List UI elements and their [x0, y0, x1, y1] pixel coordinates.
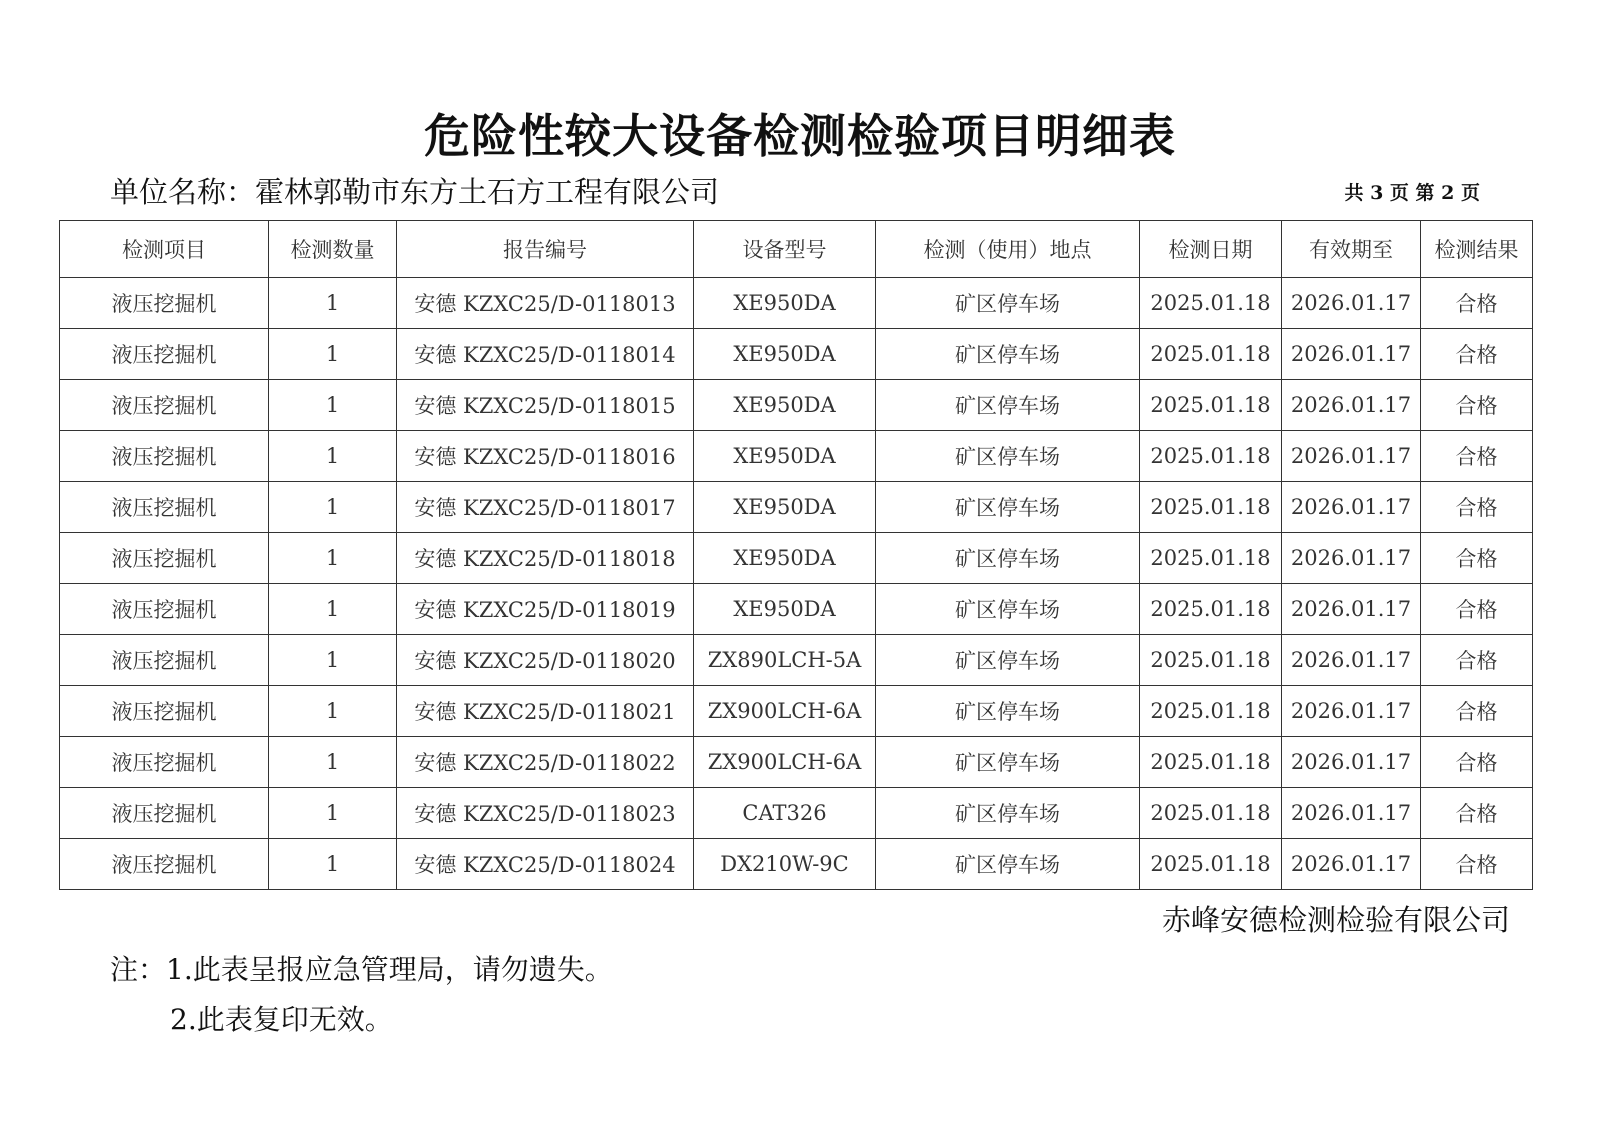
cell-inspection-date: 2025.01.18	[1140, 533, 1282, 584]
cell-location: 矿区停车场	[876, 737, 1140, 788]
cell-valid-until: 2026.01.17	[1282, 686, 1421, 737]
cell-inspection-date: 2025.01.18	[1140, 380, 1282, 431]
cell-result: 合格	[1421, 686, 1533, 737]
cell-result: 合格	[1421, 431, 1533, 482]
cell-result: 合格	[1421, 482, 1533, 533]
cell-quantity: 1	[269, 635, 397, 686]
cell-result: 合格	[1421, 788, 1533, 839]
header-report-number: 报告编号	[397, 221, 694, 278]
cell-inspection-item: 液压挖掘机	[60, 380, 269, 431]
table-row	[60, 635, 1533, 686]
unit-name-label: 单位名称：	[110, 175, 256, 209]
cell-quantity: 1	[269, 431, 397, 482]
cell-location: 矿区停车场	[876, 380, 1140, 431]
table-row	[60, 839, 1533, 890]
cell-quantity: 1	[269, 380, 397, 431]
cell-inspection-date: 2025.01.18	[1140, 686, 1282, 737]
cell-inspection-item: 液压挖掘机	[60, 839, 269, 890]
cell-equipment-model: XE950DA	[694, 482, 876, 533]
cell-report-number: 安德 KZXC25/D-0118021	[397, 686, 694, 737]
cell-inspection-item: 液压挖掘机	[60, 278, 269, 329]
cell-equipment-model: DX210W-9C	[694, 839, 876, 890]
cell-result: 合格	[1421, 533, 1533, 584]
page-title: 危险性较大设备检测检验项目明细表	[424, 109, 1176, 163]
cell-equipment-model: XE950DA	[694, 533, 876, 584]
cell-equipment-model: CAT326	[694, 788, 876, 839]
table-row	[60, 737, 1533, 788]
header-inspection-date: 检测日期	[1140, 221, 1282, 278]
cell-report-number: 安德 KZXC25/D-0118022	[397, 737, 694, 788]
cell-location: 矿区停车场	[876, 839, 1140, 890]
header-equipment-model: 设备型号	[694, 221, 876, 278]
cell-quantity: 1	[269, 737, 397, 788]
cell-inspection-item: 液压挖掘机	[60, 431, 269, 482]
cell-equipment-model: ZX890LCH-5A	[694, 635, 876, 686]
cell-inspection-item: 液压挖掘机	[60, 329, 269, 380]
table-row	[60, 533, 1533, 584]
cell-quantity: 1	[269, 584, 397, 635]
cell-location: 矿区停车场	[876, 584, 1140, 635]
cell-inspection-item: 液压挖掘机	[60, 635, 269, 686]
cell-inspection-date: 2025.01.18	[1140, 584, 1282, 635]
cell-valid-until: 2026.01.17	[1282, 533, 1421, 584]
cell-report-number: 安德 KZXC25/D-0118017	[397, 482, 694, 533]
cell-location: 矿区停车场	[876, 278, 1140, 329]
cell-inspection-date: 2025.01.18	[1140, 482, 1282, 533]
cell-report-number: 安德 KZXC25/D-0118015	[397, 380, 694, 431]
cell-report-number: 安德 KZXC25/D-0118019	[397, 584, 694, 635]
unit-name-value: 霍林郭勒市东方土石方工程有限公司	[255, 175, 720, 209]
cell-inspection-date: 2025.01.18	[1140, 329, 1282, 380]
cell-inspection-date: 2025.01.18	[1140, 788, 1282, 839]
table-row	[60, 788, 1533, 839]
cell-result: 合格	[1421, 839, 1533, 890]
cell-location: 矿区停车场	[876, 788, 1140, 839]
cell-report-number: 安德 KZXC25/D-0118016	[397, 431, 694, 482]
cell-inspection-date: 2025.01.18	[1140, 839, 1282, 890]
cell-quantity: 1	[269, 482, 397, 533]
cell-quantity: 1	[269, 788, 397, 839]
cell-equipment-model: ZX900LCH-6A	[694, 686, 876, 737]
header-result: 检测结果	[1421, 221, 1533, 278]
table-row	[60, 329, 1533, 380]
table-row	[60, 686, 1533, 737]
cell-valid-until: 2026.01.17	[1282, 839, 1421, 890]
cell-valid-until: 2026.01.17	[1282, 431, 1421, 482]
cell-inspection-date: 2025.01.18	[1140, 431, 1282, 482]
cell-location: 矿区停车场	[876, 635, 1140, 686]
note-1: 注：1.此表呈报应急管理局，请勿遗失。	[110, 953, 613, 986]
cell-inspection-item: 液压挖掘机	[60, 788, 269, 839]
cell-result: 合格	[1421, 278, 1533, 329]
inspection-table	[59, 220, 1533, 890]
cell-quantity: 1	[269, 839, 397, 890]
table-body	[60, 278, 1533, 890]
unit-name-row	[110, 170, 719, 211]
cell-valid-until: 2026.01.17	[1282, 329, 1421, 380]
cell-report-number: 安德 KZXC25/D-0118020	[397, 635, 694, 686]
table-row	[60, 584, 1533, 635]
table-row	[60, 482, 1533, 533]
cell-valid-until: 2026.01.17	[1282, 737, 1421, 788]
cell-inspection-date: 2025.01.18	[1140, 737, 1282, 788]
header-valid-until: 有效期至	[1282, 221, 1421, 278]
cell-inspection-item: 液压挖掘机	[60, 533, 269, 584]
cell-result: 合格	[1421, 329, 1533, 380]
cell-inspection-date: 2025.01.18	[1140, 278, 1282, 329]
cell-equipment-model: XE950DA	[694, 329, 876, 380]
cell-report-number: 安德 KZXC25/D-0118023	[397, 788, 694, 839]
cell-inspection-date: 2025.01.18	[1140, 635, 1282, 686]
cell-location: 矿区停车场	[876, 533, 1140, 584]
page-info: 共 3 页 第 2 页	[1344, 182, 1480, 204]
cell-result: 合格	[1421, 737, 1533, 788]
cell-valid-until: 2026.01.17	[1282, 482, 1421, 533]
cell-report-number: 安德 KZXC25/D-0118018	[397, 533, 694, 584]
cell-result: 合格	[1421, 635, 1533, 686]
cell-inspection-item: 液压挖掘机	[60, 737, 269, 788]
table-header-row	[60, 221, 1533, 278]
cell-report-number: 安德 KZXC25/D-0118013	[397, 278, 694, 329]
header-location: 检测（使用）地点	[876, 221, 1140, 278]
cell-location: 矿区停车场	[876, 431, 1140, 482]
cell-equipment-model: XE950DA	[694, 380, 876, 431]
table-row	[60, 278, 1533, 329]
cell-result: 合格	[1421, 380, 1533, 431]
table-row	[60, 380, 1533, 431]
cell-location: 矿区停车场	[876, 329, 1140, 380]
cell-equipment-model: XE950DA	[694, 431, 876, 482]
cell-report-number: 安德 KZXC25/D-0118024	[397, 839, 694, 890]
header-inspection-item: 检测项目	[60, 221, 269, 278]
table-row	[60, 431, 1533, 482]
cell-quantity: 1	[269, 278, 397, 329]
cell-valid-until: 2026.01.17	[1282, 788, 1421, 839]
cell-quantity: 1	[269, 329, 397, 380]
cell-valid-until: 2026.01.17	[1282, 380, 1421, 431]
cell-valid-until: 2026.01.17	[1282, 584, 1421, 635]
cell-valid-until: 2026.01.17	[1282, 635, 1421, 686]
cell-inspection-item: 液压挖掘机	[60, 482, 269, 533]
cell-quantity: 1	[269, 686, 397, 737]
cell-inspection-item: 液压挖掘机	[60, 686, 269, 737]
cell-result: 合格	[1421, 584, 1533, 635]
header-quantity: 检测数量	[269, 221, 397, 278]
cell-valid-until: 2026.01.17	[1282, 278, 1421, 329]
cell-quantity: 1	[269, 533, 397, 584]
cell-equipment-model: ZX900LCH-6A	[694, 737, 876, 788]
note-2: 2.此表复印无效。	[170, 1003, 393, 1036]
cell-location: 矿区停车场	[876, 686, 1140, 737]
cell-report-number: 安德 KZXC25/D-0118014	[397, 329, 694, 380]
inspection-company: 赤峰安德检测检验有限公司	[1161, 903, 1510, 937]
cell-inspection-item: 液压挖掘机	[60, 584, 269, 635]
cell-equipment-model: XE950DA	[694, 584, 876, 635]
cell-equipment-model: XE950DA	[694, 278, 876, 329]
cell-location: 矿区停车场	[876, 482, 1140, 533]
